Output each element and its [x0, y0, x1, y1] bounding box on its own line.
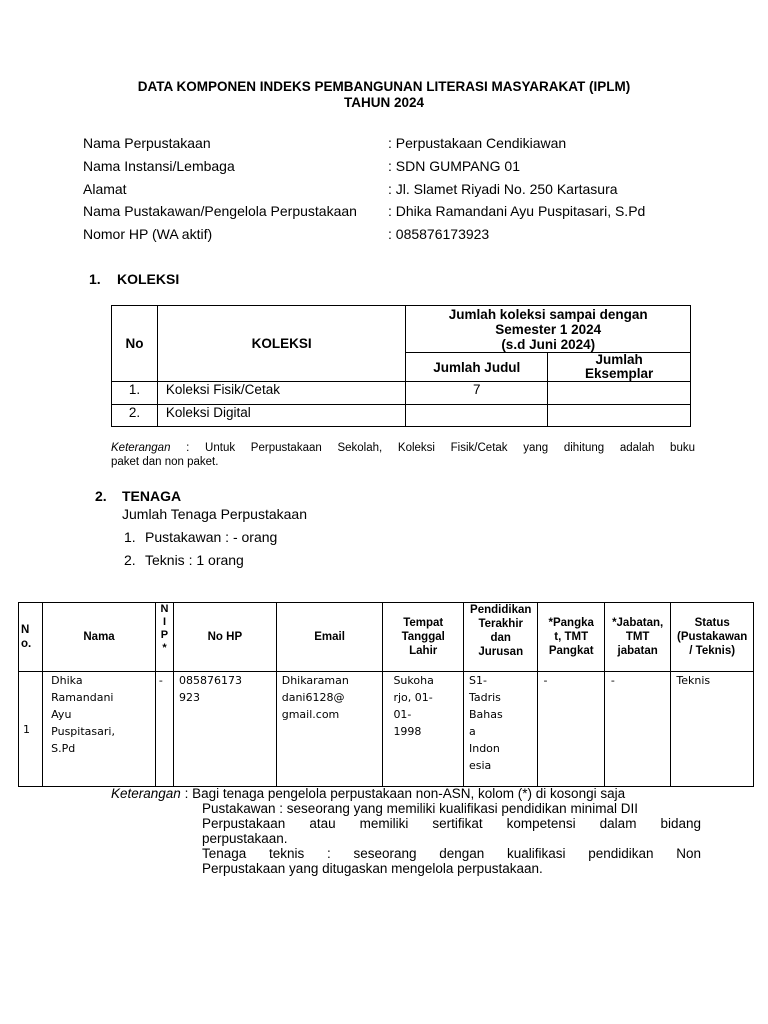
- header-line: TMT: [625, 631, 650, 643]
- cell-line: Dhikaraman: [281, 674, 349, 687]
- header-nama: Nama: [43, 603, 156, 672]
- header-line: *: [162, 642, 167, 654]
- note-line: Perpustakaan atau memiliki sertifikat kompetensi dalam bidang: [202, 816, 701, 831]
- header-line: jabatan: [617, 645, 658, 657]
- tenaga-table: [18, 602, 754, 787]
- cell-no: 1.: [112, 382, 158, 405]
- cell-line: Sukoha: [393, 674, 434, 687]
- cell-pangkat: -: [538, 672, 604, 787]
- list-item-number: 1.: [124, 529, 136, 545]
- header-line: o.: [21, 638, 32, 650]
- cell-line: 923: [179, 691, 201, 704]
- identity-value: : 085876173923: [388, 226, 490, 242]
- header-email: Email: [276, 603, 383, 672]
- identity-value: : Perpustakaan Cendikiawan: [388, 135, 567, 151]
- cell-line: Indon: [468, 742, 500, 755]
- cell-nip: -: [155, 672, 173, 787]
- header-eksemplar-line: Jumlah: [595, 352, 643, 367]
- cell-no: 2.: [112, 405, 158, 427]
- header-jumlah-line: Semester 1 2024: [495, 322, 602, 337]
- tenaga-note: [111, 786, 701, 876]
- header-line: Lahir: [409, 645, 438, 657]
- header-line: Status: [694, 617, 730, 629]
- header-line: Terakhir: [478, 618, 523, 630]
- header-line: / Teknis): [689, 645, 736, 657]
- cell-line: a: [468, 725, 476, 738]
- table-row: [112, 382, 691, 405]
- note-line: Pustakawan : seseorang yang memiliki kualifikasi pendidikan minimal DII: [202, 801, 638, 816]
- table-row: [19, 672, 754, 787]
- header-line: N: [21, 624, 30, 636]
- note-text: : Untuk Perpustakaan Sekolah, Koleksi Fisik/Cetak yang dihitung adalah buku: [186, 442, 695, 454]
- cell-jabatan: -: [604, 672, 670, 787]
- cell-line: Puspitasari,: [51, 725, 115, 738]
- header-pendidikan: [463, 603, 538, 672]
- header-line: N: [160, 603, 169, 615]
- cell-pendidikan: [463, 672, 538, 787]
- header-line: Tanggal: [401, 631, 445, 643]
- header-line: I: [162, 616, 166, 628]
- cell-nama: [43, 672, 156, 787]
- header-line: Jurusan: [478, 646, 524, 658]
- identity-label: Nama Pustakawan/Pengelola Perpustakaan: [83, 203, 357, 219]
- identity-value: : Dhika Ramandani Ayu Puspitasari, S.Pd: [388, 203, 646, 219]
- cell-line: 01-: [393, 708, 412, 721]
- cell-judul: [406, 405, 548, 427]
- cell-koleksi: Koleksi Digital: [157, 405, 406, 427]
- header-no: [19, 603, 43, 672]
- list-item-teknis: Teknis : 1 orang: [145, 552, 244, 568]
- list-item-pustakawan: Pustakawan : - orang: [145, 529, 278, 545]
- header-line: *Pangka: [548, 617, 594, 629]
- header-jumlah-eksemplar: [548, 353, 691, 382]
- cell-line: S1-: [468, 674, 487, 687]
- tenaga-subheading: Jumlah Tenaga Perpustakaan: [122, 506, 307, 522]
- header-nip: [155, 603, 173, 672]
- cell-koleksi: Koleksi Fisik/Cetak: [157, 382, 406, 405]
- header-jumlah-judul: Jumlah Judul: [406, 353, 548, 382]
- header-no: No: [112, 306, 158, 382]
- header-jumlah-line: (s.d Juni 2024): [501, 337, 596, 352]
- header-line: dan: [490, 632, 511, 644]
- identity-value: : SDN GUMPANG 01: [388, 158, 520, 174]
- cell-hp: [174, 672, 277, 787]
- header-status: [671, 603, 754, 672]
- header-eksemplar-line: Eksemplar: [584, 366, 654, 381]
- note-line: : Bagi tenaga pengelola perpustakaan non-ASN, kolom (*) di kosongi saja: [184, 786, 626, 801]
- header-jumlah-line: Jumlah koleksi sampai dengan: [448, 307, 648, 322]
- cell-line: gmail.com: [281, 708, 340, 721]
- section-heading-koleksi: KOLEKSI: [117, 271, 180, 287]
- cell-line: Ramandani: [51, 691, 114, 704]
- cell-no: 1: [19, 672, 43, 787]
- header-line: Pangkat: [548, 645, 594, 657]
- header-line: P: [160, 629, 169, 641]
- header-jumlah-koleksi: [406, 306, 691, 353]
- identity-label: Nomor HP (WA aktif): [83, 226, 213, 242]
- cell-line: 1998: [393, 725, 422, 738]
- header-ttl: [383, 603, 464, 672]
- koleksi-table: [111, 305, 691, 427]
- cell-status: Teknis: [671, 672, 754, 787]
- identity-label: Nama Instansi/Lembaga: [83, 158, 235, 174]
- header-jabatan: [604, 603, 670, 672]
- note-line: Tenaga teknis : seseorang dengan kualifikasi pendidikan Non: [202, 846, 701, 861]
- cell-line: Ayu: [51, 708, 72, 721]
- cell-line: 085876173: [179, 674, 243, 687]
- header-line: Tempat: [403, 617, 444, 629]
- identity-value: : Jl. Slamet Riyadi No. 250 Kartasura: [388, 181, 618, 197]
- cell-line: Tadris: [468, 691, 501, 704]
- note-line: perpustakaan.: [202, 831, 288, 846]
- section-number: 1.: [89, 271, 101, 287]
- koleksi-note: [111, 441, 695, 469]
- note-label: Keterangan: [111, 786, 181, 801]
- identity-label: Nama Perpustakaan: [83, 135, 211, 151]
- header-hp: No HP: [174, 603, 277, 672]
- cell-line: S.Pd: [51, 742, 76, 755]
- cell-line: Dhika: [51, 674, 83, 687]
- identity-label: Alamat: [83, 181, 127, 197]
- section-heading-tenaga: TENAGA: [122, 488, 182, 504]
- header-line: (Pustakawan: [677, 631, 748, 643]
- cell-line: Bahas: [468, 708, 503, 721]
- note-line: Perpustakaan yang ditugaskan mengelola perpustakaan.: [202, 861, 543, 876]
- cell-line: dani6128@: [281, 691, 345, 704]
- document-year: TAHUN 2024: [343, 95, 425, 110]
- cell-line: rjo, 01-: [393, 691, 433, 704]
- section-number: 2.: [95, 488, 107, 504]
- header-line: *Jabatan,: [612, 617, 664, 629]
- table-row: [112, 405, 691, 427]
- header-pangkat: [538, 603, 604, 672]
- cell-line: esia: [468, 759, 492, 772]
- header-koleksi: KOLEKSI: [157, 306, 406, 382]
- list-item-number: 2.: [124, 552, 136, 568]
- cell-ttl: [383, 672, 464, 787]
- cell-email: [276, 672, 383, 787]
- cell-judul: 7: [406, 382, 548, 405]
- cell-eksemplar: [548, 405, 691, 427]
- header-line: Pendidikan: [470, 604, 532, 616]
- header-line: t, TMT: [554, 631, 589, 643]
- cell-eksemplar: [548, 382, 691, 405]
- note-text-2: paket dan non paket.: [111, 456, 219, 468]
- note-label: Keterangan: [111, 442, 171, 454]
- document-title: DATA KOMPONEN INDEKS PEMBANGUNAN LITERASI MASYARAKAT (IPLM): [137, 79, 631, 94]
